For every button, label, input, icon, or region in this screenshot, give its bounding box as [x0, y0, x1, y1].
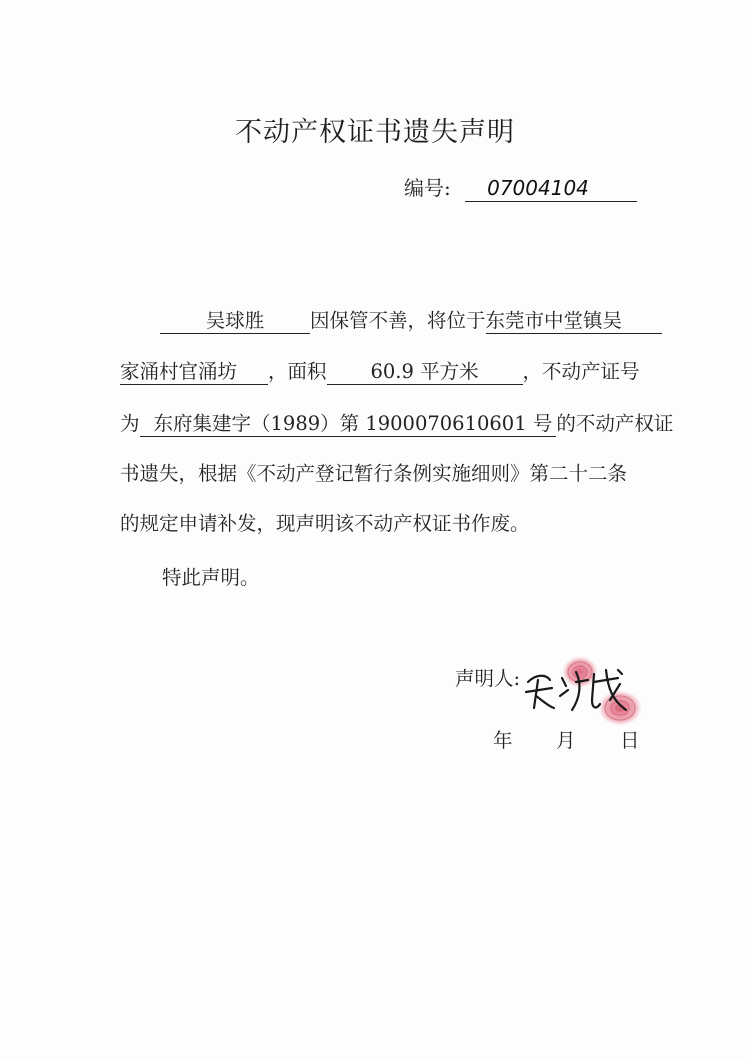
- property-location: 东莞市中堂镇吴: [486, 308, 662, 334]
- date-day: 日: [620, 729, 640, 752]
- serial-label: 编号:: [404, 176, 451, 200]
- body-line-6: 特此声明。: [162, 566, 260, 589]
- body-text: ，面积: [268, 360, 327, 383]
- serial-value: 07004104: [465, 175, 637, 202]
- page-title: 不动产权证书遗失声明: [235, 117, 515, 148]
- body-line-4: 书遗失，根据《不动产登记暂行条例实施细则》第二十二条: [120, 462, 628, 485]
- declarant-label: 声明人:: [455, 667, 521, 690]
- handwritten-signature: [522, 660, 632, 720]
- body-line-5: 的规定申请补发，现声明该不动产权证书作废。: [120, 512, 530, 535]
- date-month: 月: [556, 729, 576, 752]
- body-text: 为: [120, 412, 140, 435]
- body-line-3: [120, 408, 673, 437]
- property-location-cont: 家涌村官涌坊: [120, 359, 268, 385]
- body-text: 的不动产权证: [556, 412, 674, 435]
- body-text: 因保管不善，将位于: [310, 309, 486, 332]
- body-line-1: [160, 305, 662, 334]
- body-text: ，不动产证号: [522, 360, 640, 383]
- serial-number: [404, 172, 637, 202]
- date-year: 年: [493, 729, 513, 752]
- body-line-2: [120, 356, 640, 385]
- property-area: 60.9 平方米: [327, 359, 523, 385]
- certificate-number: 东府集建字（1989）第 1900070610601 号: [140, 411, 557, 437]
- declarant-name: 吴球胜: [160, 308, 310, 334]
